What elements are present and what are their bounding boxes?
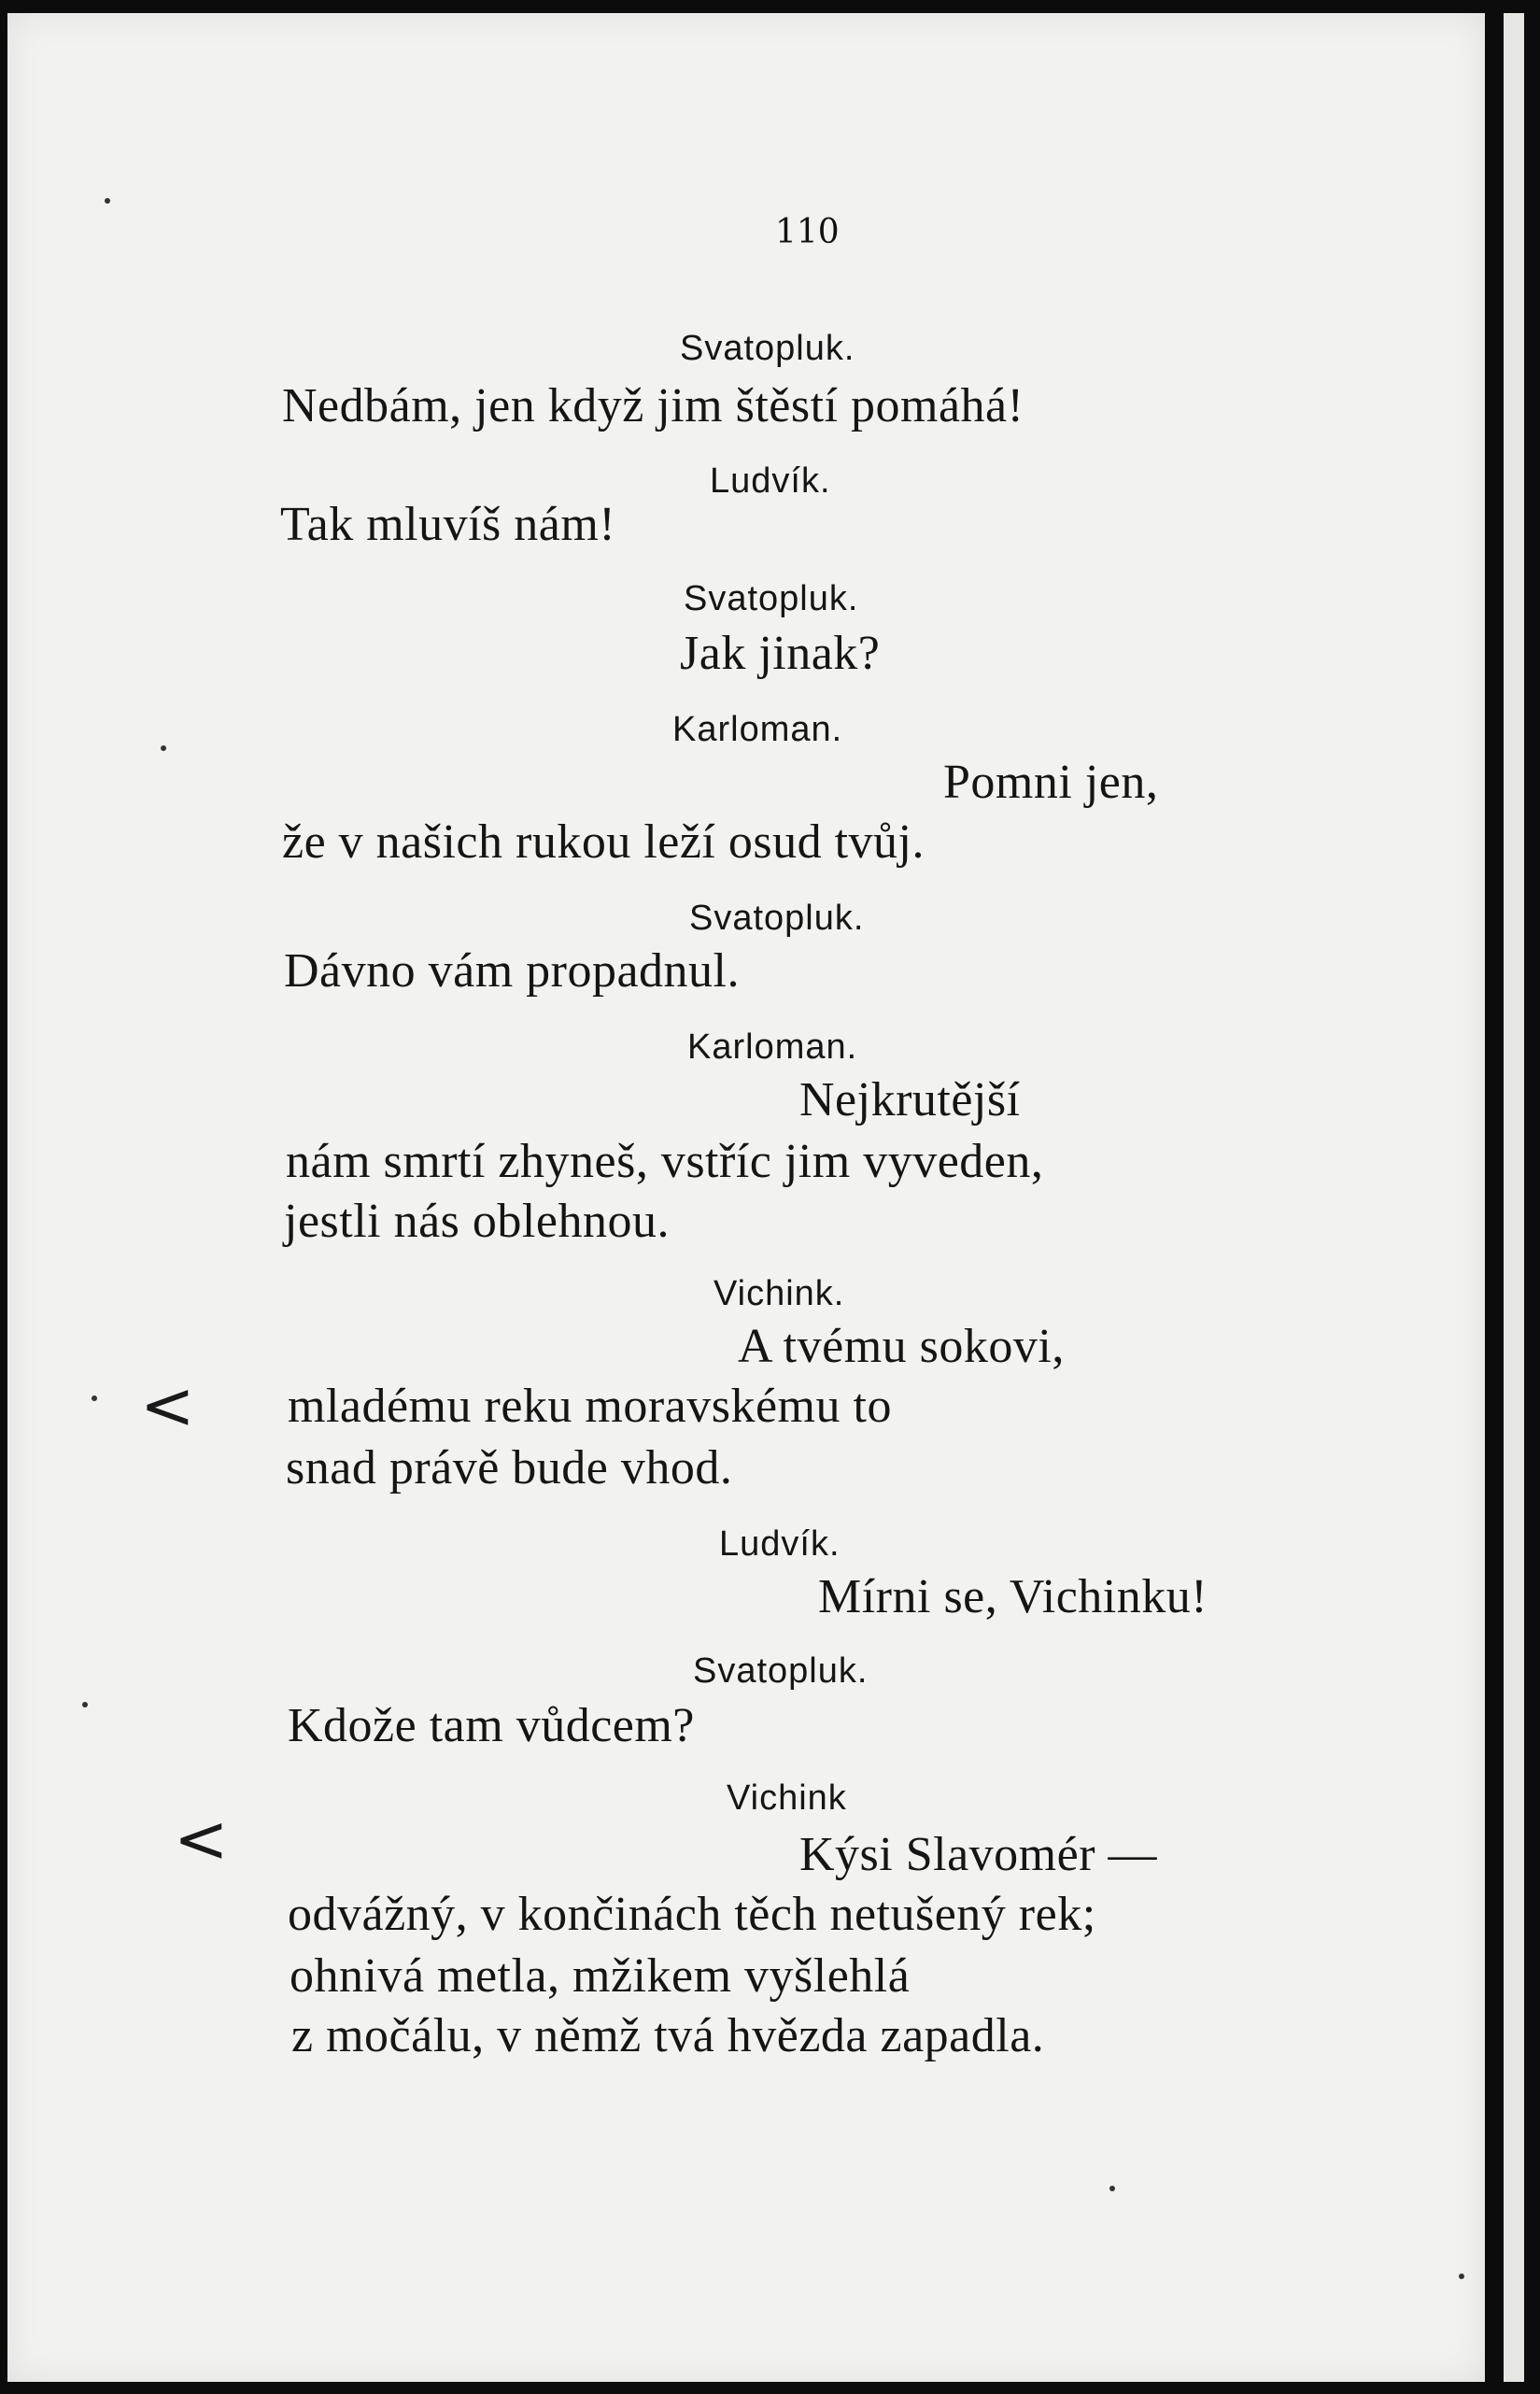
adjacent-page-edge [1504,13,1524,2382]
speck [105,198,110,204]
verse-line: že v našich rukou leží osud tvůj. [282,815,925,869]
speaker-svatopluk: Svatopluk. [689,899,865,938]
verse-line: Mírni se, Vichinku! [818,1570,1208,1623]
verse-line: Kdože tam vůdcem? [288,1699,695,1752]
verse-line: Dávno vám propadnul. [284,944,741,998]
speaker-karloman: Karloman. [672,710,843,749]
speck [82,1702,88,1707]
speck [161,745,166,751]
verse-line: z močálu, v němž tvá hvězda zapadla. [291,2009,1045,2062]
speaker-ludvik: Ludvík. [710,461,831,501]
speck [1109,2186,1115,2191]
page-number: 110 [775,213,840,251]
speaker-svatopluk: Svatopluk. [680,329,855,368]
verse-line: Jak jinak? [680,627,881,680]
verse-line: nám smrtí zhyneš, vstříc jim vyveden, [286,1135,1044,1188]
verse-line: Kýsi Slavomér — [799,1828,1158,1881]
verse-line: ohnivá metla, mžikem vyšlehlá [290,1949,911,2003]
verse-line: mladému reku moravskému to [288,1380,892,1433]
verse-line: odvážný, v končinách těch netušený rek; [288,1888,1096,1941]
margin-mark: < [174,1801,229,1877]
verse-line: Nedbám, jen když jim štěstí pomáhá! [282,379,1024,432]
verse-line: Tak mluvíš nám! [280,498,616,551]
speck [1459,2274,1464,2279]
speaker-vichink: Vichink. [713,1274,845,1313]
speck [92,1395,97,1401]
speaker-svatopluk: Svatopluk. [693,1651,869,1691]
verse-line: jestli nás oblehnou. [284,1195,670,1248]
verse-line: A tvému sokovi, [738,1320,1065,1373]
speaker-ludvik: Ludvík. [719,1524,841,1564]
verse-line: Pomni jen, [943,756,1159,809]
speaker-svatopluk: Svatopluk. [684,579,859,618]
speaker-karloman: Karloman. [687,1027,858,1067]
verse-line: Nejkrutější [799,1073,1021,1126]
verse-line: snad právě bude vhod. [286,1441,733,1494]
margin-mark: < [140,1367,195,1444]
speaker-vichink: Vichink [727,1778,847,1818]
